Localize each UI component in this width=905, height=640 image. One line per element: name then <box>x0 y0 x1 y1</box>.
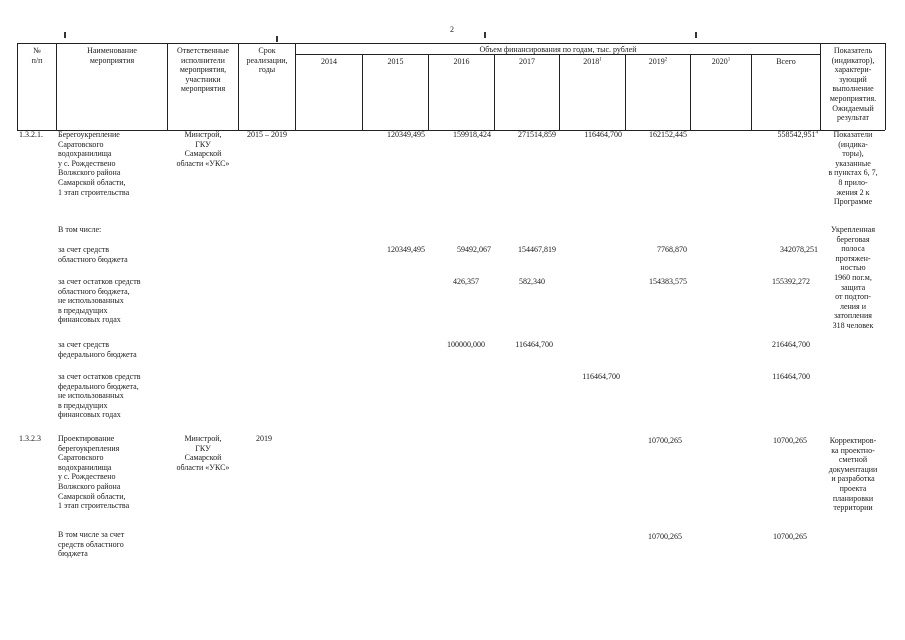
row-name: за счет остатков средств областного бюджета, не использованных в предыдущих финансовых годах <box>58 277 141 325</box>
row-indicator: Корректиров- ка проектно- сметной документации и разработка проекта планировки территории <box>828 436 878 513</box>
scan-mark <box>276 36 278 42</box>
value-2015: 120349,495 <box>387 130 425 139</box>
row-name: за счет средств областного бюджета <box>58 245 128 264</box>
value-2017: 154467,819 <box>518 245 556 254</box>
value-2018: 116464,700 <box>584 130 622 139</box>
row-indicator: Показатели (индика- торы), указанные в пунктах 6, 7, 8 прило- жения 2 к Программе <box>828 130 878 207</box>
value-2019: 10700,265 <box>648 532 682 541</box>
row-name: за счет остатков средств федерального бюджета, не использованных в предыдущих финансовых годах <box>58 372 141 420</box>
row-name: Берегоукрепление Саратовского водохранилища у с. Рождествено Волжского района Самарской области, 1 этап строительства <box>58 130 130 197</box>
header-year-2017: 2017 <box>519 57 535 66</box>
page-number: 2 <box>450 25 454 34</box>
row-name: за счет средств федерального бюджета <box>58 340 137 359</box>
header-responsible: Ответственные исполнители мероприятия, участники мероприятия <box>177 46 229 94</box>
value-2019: 162152,445 <box>649 130 687 139</box>
scan-mark <box>64 32 66 38</box>
col-divider <box>885 43 886 130</box>
row-num: 1.3.2.1. <box>19 130 43 139</box>
row-name: Проектирование берегоукрепления Саратовского водохранилища у с. Рождествено Волжского района Самарской области, 1 этап строительства <box>58 434 130 511</box>
header-term: Срок реализации, годы <box>246 46 288 75</box>
value-total: 116464,700 <box>772 372 810 381</box>
value-2017: 582,340 <box>519 277 545 286</box>
value-2015: 120349,495 <box>387 245 425 254</box>
row-name: В том числе за счет средств областного бюджета <box>58 530 125 559</box>
value-2019: 7768,870 <box>657 245 687 254</box>
row-responsible: Минстрой, ГКУ Самарской области «УКС» <box>176 130 230 168</box>
header-num: № п/п <box>31 46 43 65</box>
value-2016: 426,357 <box>453 277 479 286</box>
value-2016: 59492,067 <box>457 245 491 254</box>
header-year-2019: 2019$^2$ <box>648 57 668 66</box>
value-total: 10700,265 <box>773 532 807 541</box>
value-total: 342078,251 <box>780 245 818 254</box>
value-2019: 154383,575 <box>649 277 687 286</box>
value-2017: 271514,859 <box>518 130 556 139</box>
header-year-2018: 2018$^1$ <box>583 57 602 66</box>
value-2019: 10700,265 <box>648 436 682 445</box>
header-funding: Объем финансирования по годам, тыс. рублей <box>479 45 637 54</box>
row-term: 2015 – 2019 <box>247 130 287 139</box>
header-year-2014: 2014 <box>321 57 337 66</box>
scan-mark <box>484 32 486 38</box>
value-total: 216464,700 <box>772 340 810 349</box>
row-term: 2019 <box>256 434 272 443</box>
value-2018: 116464,700 <box>582 372 620 381</box>
row-name: В том числе: <box>58 225 102 234</box>
value-2017: 116464,700 <box>515 340 553 349</box>
value-2016: 159918,424 <box>453 130 491 139</box>
row-responsible: Минстрой, ГКУ Самарской области «УКС» <box>176 434 230 472</box>
header-year-2020: 2020$^1$ <box>711 57 731 66</box>
value-total: 558542,951$^4$ <box>777 130 818 139</box>
table-top-border <box>17 43 885 44</box>
value-2016: 100000,000 <box>447 340 485 349</box>
header-name: Наименование мероприятия <box>87 46 137 65</box>
row-indicator: Укрепленная береговая полоса протяжен- ностью 1960 пог.м, защита от подтоп- ления и затопления 318 человек <box>830 225 875 330</box>
header-year-2016: 2016 <box>453 57 470 66</box>
value-total: 155392,272 <box>772 277 810 286</box>
row-num: 1.3.2.3 <box>19 434 41 443</box>
header-year-2015: 2015 <box>387 57 404 66</box>
header-indicator: Показатель (индикатор), характери- зующий выполнение мероприятия. Ожидаемый результат <box>829 46 877 123</box>
scan-mark <box>695 32 697 38</box>
header-total: Всего <box>776 57 796 66</box>
value-total: 10700,265 <box>773 436 807 445</box>
